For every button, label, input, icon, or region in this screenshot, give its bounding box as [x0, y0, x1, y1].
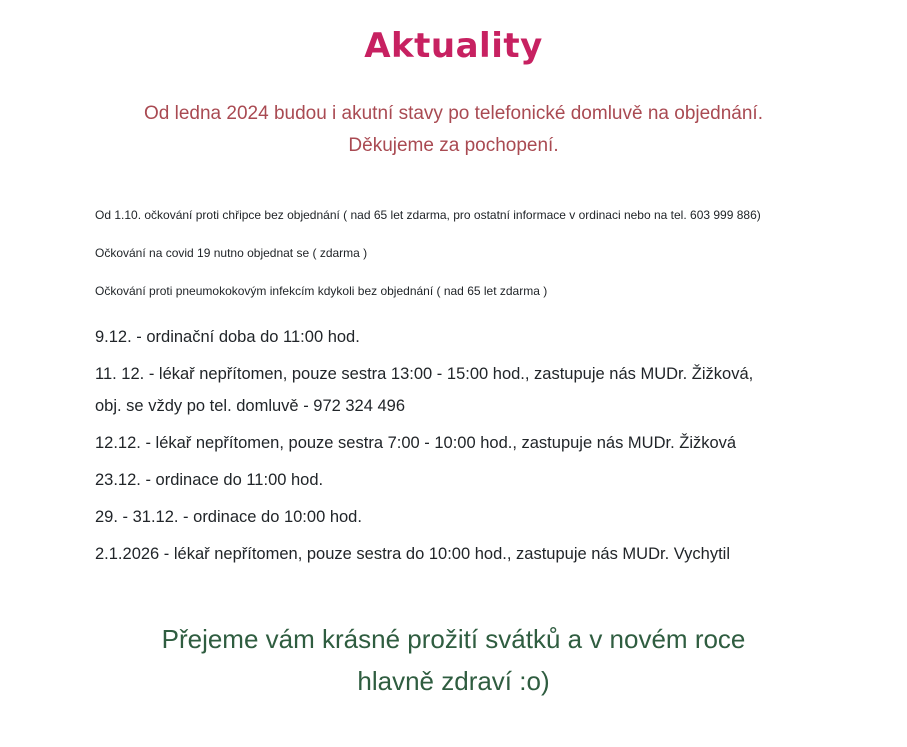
announcement-line: 29. - 31.12. - ordinace do 10:00 hod. — [95, 508, 362, 526]
holiday-wishes — [95, 618, 812, 702]
news-page — [95, 0, 812, 702]
page-title: Aktuality — [364, 26, 543, 66]
closing-line-2: hlavně zdraví :o) — [357, 666, 550, 696]
announcement-line: obj. se vždy po tel. domluvě - 972 324 496 — [95, 397, 406, 415]
announcement-item — [95, 501, 812, 533]
announcement-item — [95, 538, 812, 570]
intro-line-1: Od ledna 2024 budou i akutní stavy po telefonické domluvě na objednání. — [144, 103, 763, 124]
announcement-item — [95, 427, 812, 459]
announcement-line: 12.12. - lékař nepřítomen, pouze sestra 7:00 - 10:00 hod., zastupuje nás MUDr. Žižková — [95, 434, 737, 452]
note-pneumococcus: Očkování proti pneumokokovým infekcím kdykoli bez objednání ( nad 65 let zdarma ) — [95, 284, 548, 298]
announcement-line: 23.12. - ordinace do 11:00 hod. — [95, 471, 324, 489]
note-covid: Očkování na covid 19 nutno objednat se ( zdarma ) — [95, 246, 368, 260]
announcement-line: 11. 12. - lékař nepřítomen, pouze sestra 13:00 - 15:00 hod., zastupuje nás MUDr. Žižková, — [95, 365, 754, 383]
closing-line-1: Přejeme vám krásné prožití svátků a v novém roce — [161, 624, 746, 654]
vaccination-notes — [95, 207, 812, 299]
intro-line-2: Děkujeme za pochopení. — [348, 135, 559, 156]
announcement-item — [95, 358, 812, 422]
intro-notice — [95, 98, 812, 162]
schedule-announcements — [95, 321, 812, 570]
announcement-item — [95, 464, 812, 496]
announcement-line: 2.1.2026 - lékař nepřítomen, pouze sestra do 10:00 hod., zastupuje nás MUDr. Vychytil — [95, 545, 730, 563]
announcement-item — [95, 321, 812, 353]
announcement-line: 9.12. - ordinační doba do 11:00 hod. — [95, 328, 360, 346]
note-flu: Od 1.10. očkování proti chřipce bez objednání ( nad 65 let zdarma, pro ostatní informace v ordinaci nebo na tel. 603 999 886) — [95, 208, 761, 222]
